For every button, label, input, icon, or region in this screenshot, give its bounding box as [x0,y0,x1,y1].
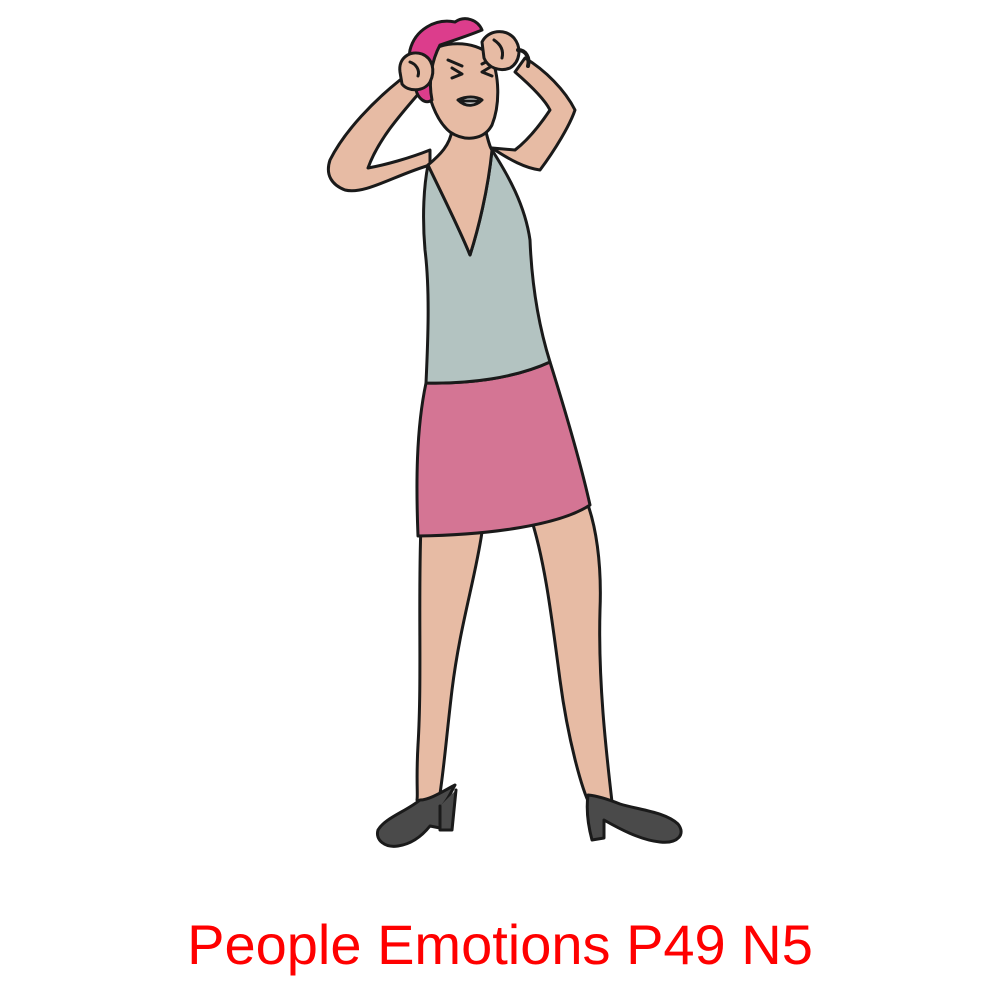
right-arm [492,58,575,170]
right-shoe [587,795,681,842]
right-leg [530,505,612,805]
left-fist [400,53,433,90]
left-arm [328,80,430,191]
left-leg [417,525,482,806]
skirt [417,362,590,536]
caption-text: People Emotions P49 N5 [187,913,813,976]
